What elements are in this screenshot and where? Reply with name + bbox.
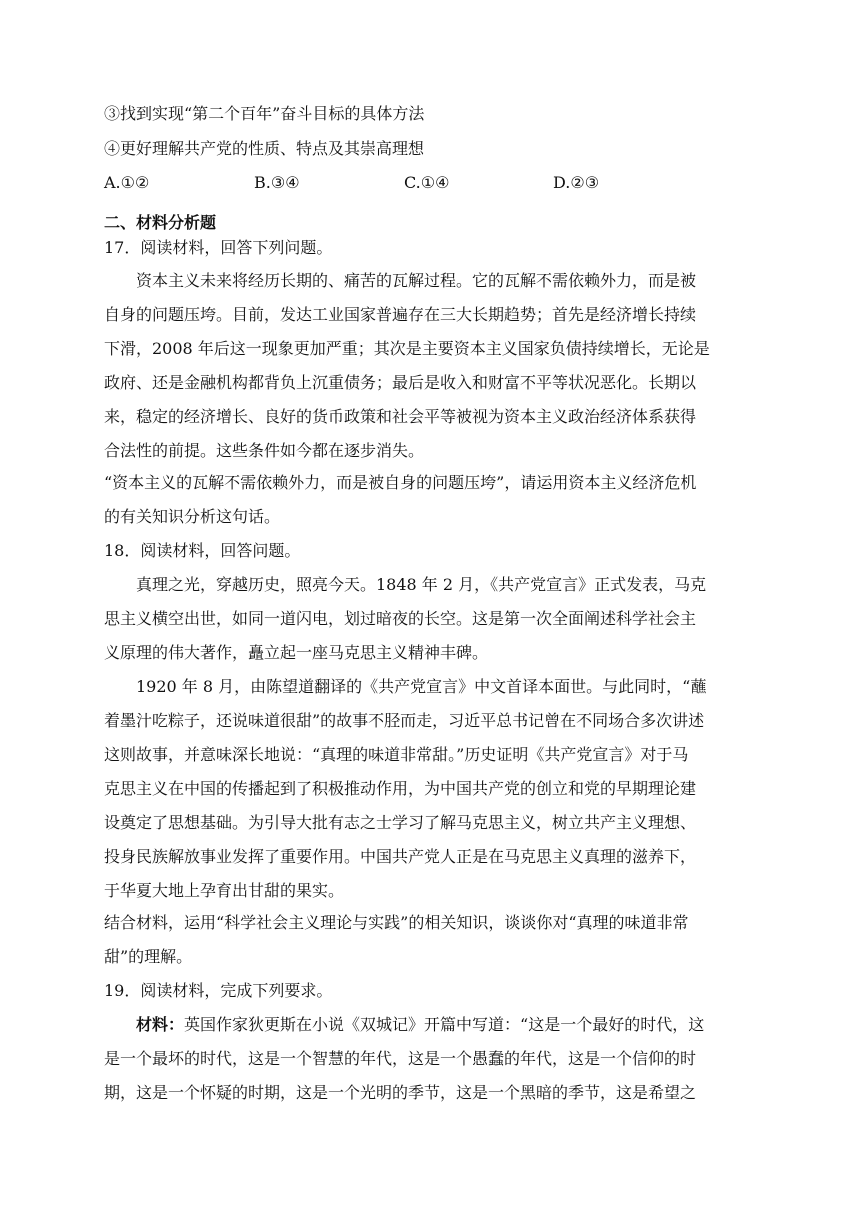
q19-material-line: 期，这是一个怀疑的时期，这是一个光明的季节，这是一个黑暗的季节，这是希望之 xyxy=(104,1083,697,1102)
q18-para1-line: 义原理的伟大著作，矗立起一座马克思主义精神丰碑。 xyxy=(104,643,489,662)
q17-question-line: “资本主义的瓦解不需依赖外力，而是被自身的问题压垮”，请运用资本主义经济危机 xyxy=(104,473,697,492)
q17-material-line: 政府、还是金融机构都背负上沉重债务；最后是收入和财富不平等状况恶化。长期以 xyxy=(104,373,697,392)
q18-para2-line: 着墨汁吃粽子，还说味道很甜”的故事不胫而走，习近平总书记曾在不同场合多次讲述 xyxy=(104,711,705,730)
q17-question-line: 的有关知识分析这句话。 xyxy=(104,507,281,526)
option-c: C.①④ xyxy=(404,173,450,192)
q19-material-line: 是一个最坏的时代，这是一个智慧的年代，这是一个愚蠢的年代，这是一个信仰的时 xyxy=(104,1049,697,1068)
q16-item-4: ④更好理解共产党的性质、特点及其崇高理想 xyxy=(104,139,425,158)
q17-stem: 17．阅读材料，回答下列问题。 xyxy=(104,238,333,257)
option-a: A.①② xyxy=(104,173,150,192)
q18-para1-line: 真理之光，穿越历史，照亮今天。1848 年 2 月，《共产党宣言》正式发表，马克 xyxy=(136,575,707,594)
q19-material-first-line xyxy=(136,1015,704,1035)
q17-material-line: 来，稳定的经济增长、良好的货币政策和社会平等被视为资本主义政治经济体系获得 xyxy=(104,407,697,426)
q18-question-line: 甜”的理解。 xyxy=(104,947,193,966)
q19-stem: 19．阅读材料，完成下列要求。 xyxy=(104,981,333,1000)
q19-material-label: 材料： xyxy=(136,1015,185,1034)
q17-material-line: 合法性的前提。这些条件如今都在逐步消失。 xyxy=(104,441,425,460)
q18-para2-line: 投身民族解放事业发挥了重要作用。中国共产党人正是在马克思主义真理的滋养下， xyxy=(104,847,697,866)
option-b: B.③④ xyxy=(254,173,300,192)
q17-material-line: 下滑，2008 年后这一现象更加严重；其次是主要资本主义国家负债持续增长，无论是 xyxy=(104,339,710,358)
q16-item-3: ③找到实现“第二个百年”奋斗目标的具体方法 xyxy=(104,104,425,123)
option-d: D.②③ xyxy=(553,173,600,192)
q18-para1-line: 思主义横空出世，如同一道闪电，划过暗夜的长空。这是第一次全面阐述科学社会主 xyxy=(104,609,697,628)
q18-para2-line: 克思主义在中国的传播起到了积极推动作用，为中国共产党的创立和党的早期理论建 xyxy=(104,779,697,798)
q18-para2-line: 设奠定了思想基础。为引导大批有志之士学习了解马克思主义，树立共产主义理想、 xyxy=(104,813,697,832)
q18-stem: 18．阅读材料，回答问题。 xyxy=(104,541,301,560)
q17-material-line: 资本主义未来将经历长期的、痛苦的瓦解过程。它的瓦解不需依赖外力，而是被 xyxy=(136,271,697,290)
q18-para2-line: 于华夏大地上孕育出甘甜的果实。 xyxy=(104,881,345,900)
q17-material-line: 自身的问题压垮。目前，发达工业国家普遍存在三大长期趋势；首先是经济增长持续 xyxy=(104,305,697,324)
q18-question-line: 结合材料，运用“科学社会主义理论与实践”的相关知识，谈谈你对“真理的味道非常 xyxy=(104,913,689,932)
q19-material-text: 英国作家狄更斯在小说《双城记》开篇中写道：“这是一个最好的时代，这 xyxy=(184,1015,705,1034)
section-heading: 二、材料分析题 xyxy=(104,213,217,232)
q18-para2-line: 1920 年 8 月，由陈望道翻译的《共产党宣言》中文首译本面世。与此同时，“蘸 xyxy=(136,677,707,696)
q18-para2-line: 这则故事，并意味深长地说：“真理的味道非常甜。”历史证明《共产党宣言》对于马 xyxy=(104,745,689,764)
